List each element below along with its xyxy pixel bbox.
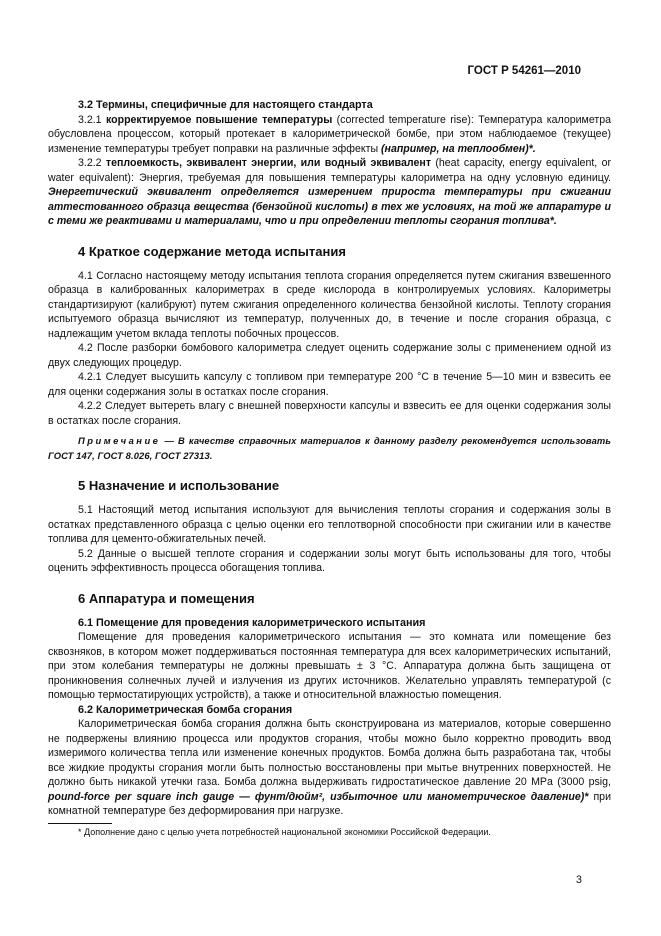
text-run: (corrected temperature rise): Температура калориметра обусловлена процессом, который протекает в калориметрической бомбе, при этом наблюдаемое (текущее) изменение температуры требует поправки на различные эффекты [48, 113, 611, 155]
subsection-heading: 6.1 Помещение для проведения калориметрического испытания [78, 616, 426, 629]
document-code-header: ГОСТ Р 54261—2010 [467, 65, 581, 77]
subsection-heading: 6.2 Калориметрическая бомба сгорания [78, 703, 293, 716]
section-heading: 5 Назначение и использование [78, 478, 280, 493]
page-number: 3 [576, 874, 582, 886]
paragraph [48, 547, 611, 576]
subsection-heading: 3.2 Термины, специфичные для настоящего стандарта [78, 99, 373, 111]
emphasized-text: pound-force per square inch gauge — фунт/дюйм², избыточное или манометрическое давление)* [48, 790, 589, 803]
text-run: Калориметрическая бомба сгорания должна быть сконструирована из материалов, которые совершенно не подвержены влиянию процесса или продуктов сгорания, чтобы можно было корректно проводить ввод измеримого количества тепла или изменение конечных продуктов. Бомба должна быть разработана так, чтобы все жидкие продукты сгорания могли быть полностью восстановлены при мытье внутренних поверхностей. Не должно быть никакой утечки газа. Бомба должна выдерживать гидростатическое давление 20 MPa (3000 psig, [48, 718, 611, 788]
section-heading: 4 Краткое содержание метода испытания [78, 243, 346, 259]
text-run: 3.2.1 [78, 113, 106, 126]
emphasized-text: (например, на теплообмен)*. [381, 142, 536, 155]
text-run: 3.2.2 [78, 157, 106, 169]
note-label: Примечание [78, 435, 161, 446]
footnote: * Дополнение дано с целью учета потребностей национальной экономики Российской Федерации. [78, 827, 491, 837]
paragraph [48, 717, 611, 819]
emphasized-text: Энергетический эквивалент определяется измерением прироста температуры при сжигании аттестованного образца вещества (бензойной кислоты) в тех же условиях, на той же аппаратуре и с теми же реактивами и материалами, что и при определении теплоты сгорания топлива*. [48, 186, 611, 227]
text-run: 4.2.1 Следует высушить капсулу с топливом при температуре 200 °С в течение 5—10 мин и взвесить ее для оценки содержания золы в остатках после сгорания. [48, 371, 611, 398]
section-heading: 6 Аппаратура и помещения [78, 590, 255, 606]
paragraph [48, 113, 611, 157]
note [48, 434, 611, 463]
paragraph [48, 630, 611, 703]
emphasized-text: корректируемое повышение температуры [105, 113, 333, 126]
text-run: (heat capacity, energy equivalent, or water equivalent): Энергия, требуемая для повышения температуры калориметра на одну условную единицу. [48, 157, 612, 184]
paragraph [48, 370, 611, 399]
text-run: 5.1 Настоящий метод испытания используют для вычисления теплоты сгорания и содержания золы в остатках представленного образца с целью оценки его теплотворной способности при сжигании или в качестве топлива для цементо-обжигательных печей. [48, 504, 611, 545]
paragraph [48, 503, 611, 547]
text-run: Помещение для проведения калориметрического испытания — это комната или помещение без сквозняков, в котором может поддерживаться постоянная температура для всех калориметрических испытаний, при этом колебания температуры не должны превышать ± 3 °С. Аппаратура должна быть защищена от проникновения солнечных лучей и излучения из других источников. Желательно управлять температурой (с помощью термостатирующих устройств), а также и относительной влажностью помещения. [48, 631, 611, 701]
text-run: 4.1 Согласно настоящему методу испытания теплота сгорания определяется путем сжигания взвешенного образца в калиброванных калориметрах в среде кислорода в контролируемых условиях. Калориметры стандартизируют (калибруют) путем сжигания определенного количества бензойной кислоты. Теплоту сгорания испытуемого образца вычисляют из температур, полученных до, в течение и после сгорания образца, с надлежащим учетом вклада теплоты побочных процессов. [48, 269, 611, 340]
text-run: 4.2.2 Следует вытереть влагу с внешней поверхности капсулы и взвесить ее для оценки содержания золы в остатках после сгорания. [48, 400, 611, 427]
paragraph [48, 399, 611, 428]
emphasized-text: теплоемкость, эквивалент энергии, или водный эквивалент [105, 157, 432, 169]
footnote-divider [48, 823, 112, 824]
note-text: — В качестве справочных материалов к данному разделу рекомендуется использовать ГОСТ 147, ГОСТ 8.026, ГОСТ 27313. [48, 435, 611, 461]
paragraph [48, 341, 611, 370]
text-run: при комнатной температуре без деформирования при нагрузке. [48, 790, 611, 817]
document-body [48, 98, 611, 819]
text-run: 5.2 Данные о высшей теплоте сгорания и содержании золы могут быть использованы для того, чтобы оценить эффективность процесса обогащения топлива. [48, 547, 611, 574]
paragraph [48, 269, 611, 342]
text-run: 4.2 После разборки бомбового калориметра следует оценить содержание золы с применением одной из двух следующих процедур. [48, 342, 611, 369]
paragraph [48, 156, 611, 229]
